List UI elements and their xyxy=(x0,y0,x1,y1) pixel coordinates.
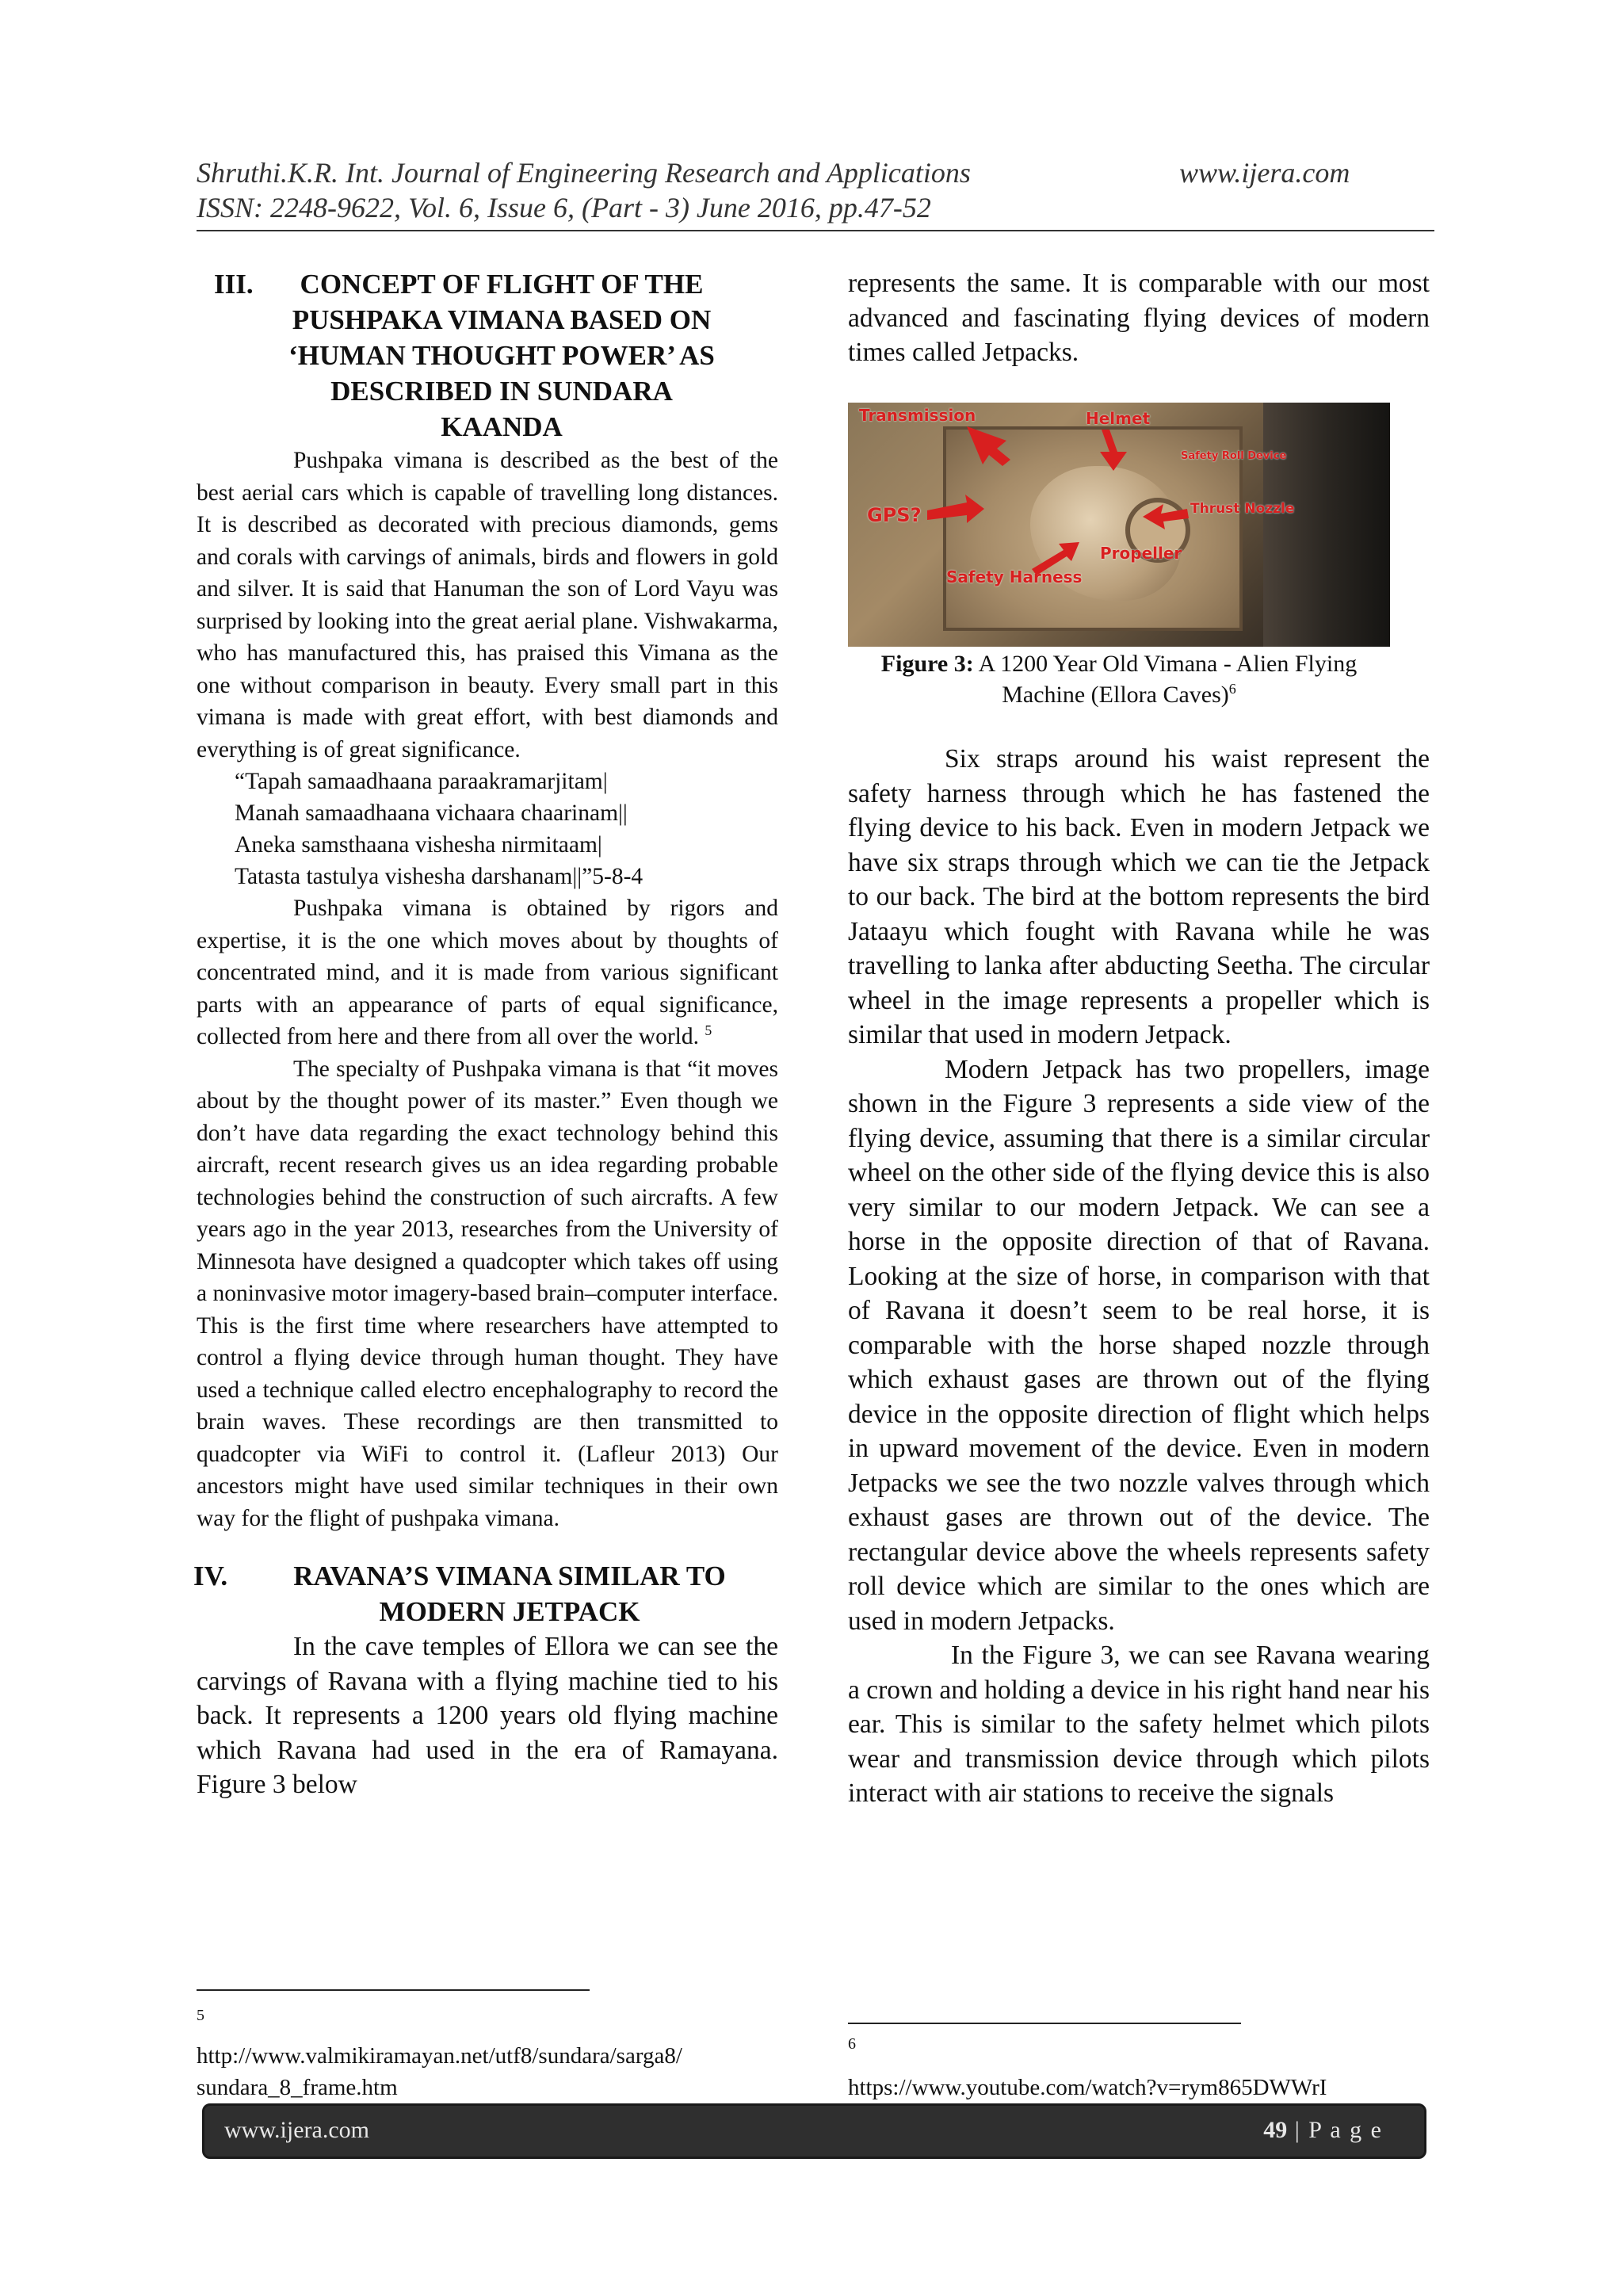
section-3-title-line3: ‘HUMAN THOUGHT POWER’ AS xyxy=(288,340,715,371)
right-column-lower xyxy=(848,742,1430,1811)
label-thrust-nozzle: Thrust Nozzle xyxy=(1190,501,1295,517)
footnote-5-url-line2[interactable]: sundara_8_frame.htm xyxy=(197,2075,398,2100)
figure-3-image xyxy=(848,403,1390,647)
footer-website[interactable]: www.ijera.com xyxy=(224,2117,369,2143)
issn-line: ISSN: 2248-9622, Vol. 6, Issue 6, (Part - 3) June 2016, pp.47-52 xyxy=(197,192,931,223)
page-suffix: | P a g e xyxy=(1287,2117,1383,2143)
right-paragraph-0: represents the same. It is comparable with our most advanced and fascinating flying devices of modern times called Jetpacks. xyxy=(848,269,1430,367)
label-helmet: Helmet xyxy=(1086,409,1151,428)
page-number: 49 xyxy=(1263,2117,1288,2143)
verse-line: “Tapah samaadhaana paraakramarjitam| xyxy=(235,769,608,794)
verse-line: Manah samaadhaana vichaara chaarinam|| xyxy=(235,800,628,826)
arrow-gps xyxy=(927,495,984,523)
annotation-arrows xyxy=(848,403,1390,647)
section-4-number: IV. xyxy=(193,1561,228,1591)
section-4-paragraph-1: In the cave temples of Ellora we can see the carvings of Ravana with a flying machine tied to his back. It represents a 1200 years old flying machine which Ravana had used in the era of Ramayana. Figure 3 below xyxy=(197,1632,778,1799)
section-3-paragraph-3: The specialty of Pushpaka vimana is that “it moves about by the thought power of its master.” Even though we don’t have data regarding the exact technology behind this aircraft, recent research gives us an idea regarding probable technologies behind the construction of such aircrafts. A few years ago in the year 2013, researches from the University of Minnesota have designed a quadcopter which takes off using a noninvasive motor imagery-based brain–computer interface. This is the first time where researchers have attempted to control a flying device through human thought. They have used a technique called electro encephalography to record the brain waves. These recordings are then transmitted to quadcopter via WiFi to control it. (Lafleur 2013) Our ancestors might have used similar techniques in their own way for the flight of pushpaka vimana. xyxy=(197,1056,778,1531)
page-footer xyxy=(202,2103,1426,2159)
label-transmission: Transmission xyxy=(859,406,976,425)
right-paragraph-1: Six straps around his waist represent the safety harness through which he has fastened the flying device to his back. Even in modern Jetpack we have six straps through which we can tie the Jetpack to our back. The bird at the bottom represents the bird Jataayu which fought with Ravana while he was travelling to lanka after abducting Seetha. The circular wheel in the image represents a propeller which is similar that used in modern Jetpack. xyxy=(848,744,1430,1049)
verse-line: Aneka samsthaana vishesha nirmitaam| xyxy=(235,832,602,858)
label-propeller: Propeller xyxy=(1100,544,1182,563)
label-gps: GPS? xyxy=(867,504,922,526)
section-3-paragraph-2-text: Pushpaka vimana is obtained by rigors and expertise, it is the one which moves about by thoughts of concentrated mind, and it is made from various significant parts with an appearance of parts of equal significance, collected from here and there from all over the world. xyxy=(197,896,778,1049)
section-3-title-line1: CONCEPT OF FLIGHT OF THE xyxy=(300,269,704,300)
arrow-transmission xyxy=(967,426,1010,466)
figure-3-caption xyxy=(848,648,1390,710)
footnote-6-number: 6 xyxy=(848,2035,856,2053)
verse-block xyxy=(197,766,778,892)
section-4-heading xyxy=(193,1558,778,1629)
footnote-6-url[interactable]: https://www.youtube.com/watch?v=rym865DWWrI xyxy=(848,2075,1327,2100)
footnote-5-number: 5 xyxy=(197,2007,204,2024)
left-column xyxy=(193,266,778,1802)
arrow-helmet xyxy=(1100,430,1127,471)
footer-page-number xyxy=(1263,2117,1383,2144)
verse-line: Tatasta tastulya vishesha darshanam||”5-8-4 xyxy=(235,864,643,889)
section-3-title-line5: KAANDA xyxy=(441,411,563,442)
header-rule xyxy=(197,230,1434,231)
section-3-paragraph-2 xyxy=(197,892,778,1053)
label-safety-harness: Safety Harness xyxy=(946,567,1083,586)
footnote-rule-right xyxy=(848,2023,1241,2024)
section-3-number: III. xyxy=(214,269,254,300)
arrow-thrust-nozzle xyxy=(1143,504,1189,529)
journal-title: Shruthi.K.R. Int. Journal of Engineering Research and Applications xyxy=(197,157,971,189)
footnote-ref-5[interactable]: 5 xyxy=(705,1022,712,1039)
footnote-rule-left xyxy=(197,1989,590,1991)
right-paragraph-2: Modern Jetpack has two propellers, image shown in the Figure 3 represents a side view of the flying device, assuming that there is a similar circular wheel on the other side of the flying device this is also very similar to our modern Jetpack. We can see a horse in the opposite direction of that of Ravana. Looking at the size of horse, in comparison with that of Ravana it doesn’t seem to be real horse, it is comparable with the horse shaped nozzle through which exhaust gases are thrown out of the flying device in the opposite direction of flight which helps in upward movement of the device. Even in modern Jetpacks we see the two nozzle valves through which exhaust gases are thrown out of the device. The rectangular device above the wheels represents safety roll device which are similar to the ones which are used in modern Jetpacks. xyxy=(848,1054,1430,1636)
footnote-ref-6[interactable]: 6 xyxy=(1228,681,1236,697)
section-4-title-line2: MODERN JETPACK xyxy=(379,1596,640,1627)
figure-3-caption-line1 xyxy=(848,648,1390,679)
section-4-title-line1: RAVANA’S VIMANA SIMILAR TO xyxy=(293,1561,726,1591)
figure-3-caption-text: A 1200 Year Old Vimana - Alien Flying xyxy=(973,651,1358,677)
figure-3-caption-label: Figure 3: xyxy=(880,651,974,677)
footnote-5-url-line1[interactable]: http://www.valmikiramayan.net/utf8/sundara/sarga8/ xyxy=(197,2043,682,2069)
section-3-title-line2: PUSHPAKA VIMANA BASED ON xyxy=(292,304,712,335)
journal-website[interactable]: www.ijera.com xyxy=(1179,157,1350,189)
arrow-harness xyxy=(1032,542,1079,575)
section-3-paragraph-1: Pushpaka vimana is described as the best of the best aerial cars which is capable of travelling long distances. It is described as decorated with precious diamonds, gems and corals with carvings of animals, birds and flowers in gold and silver. It is said that Hanuman the son of Lord Vayu was surprised by looking into the great aerial plane. Vishwakarma, who has manufactured this, has praised this Vimana as the one without comparison in beauty. Every small part in this vimana is made with great effort, with best diamonds and everything is of great significance. xyxy=(197,448,778,762)
section-3-title-line4: DESCRIBED IN SUNDARA xyxy=(330,376,673,407)
figure-3-caption-line2 xyxy=(848,679,1390,710)
right-column xyxy=(848,266,1430,370)
section-3-heading xyxy=(197,266,778,445)
label-safety-roll-device: Safety Roll Device xyxy=(1181,450,1287,462)
right-paragraph-3: In the Figure 3, we can see Ravana wearing a crown and holding a device in his right hand near his ear. This is similar to the safety helmet which pilots wear and transmission device through which pilots interact with air stations to receive the signals xyxy=(848,1641,1430,1808)
figure-3-caption-text-2: Machine (Ellora Caves) xyxy=(1002,682,1229,708)
